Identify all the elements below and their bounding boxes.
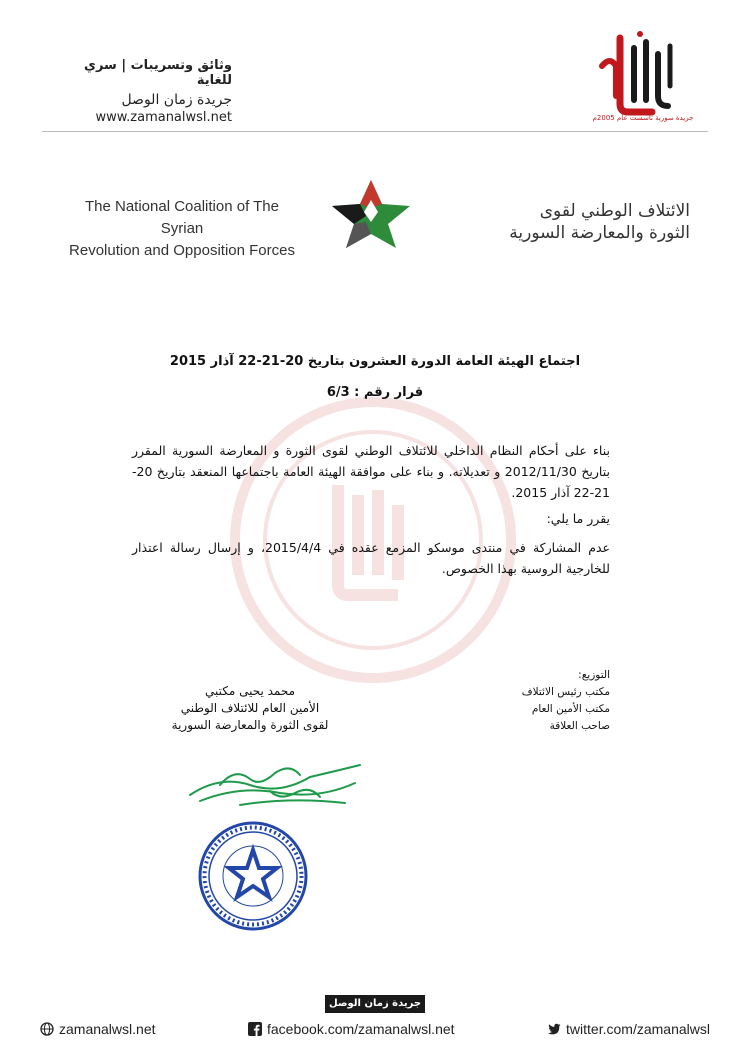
- header-publication-info: [72, 58, 232, 125]
- coalition-name-ar: [440, 200, 690, 244]
- twitter-icon: [547, 1022, 561, 1036]
- decision-number: قرار رقم : 6/3: [326, 385, 424, 400]
- globe-icon: [40, 1022, 54, 1036]
- header-paper-name: جريدة زمان الوصل: [121, 92, 232, 108]
- footer-twitter-text: twitter.com/zamanalwsl: [566, 1021, 710, 1037]
- coalition-name-en-line1: The National Coalition of The Syrian: [84, 198, 279, 237]
- coalition-star-logo: [330, 178, 412, 250]
- footer-website-text: zamanalwsl.net: [59, 1021, 156, 1037]
- distribution-item: مكتب الأمين العام: [531, 703, 610, 715]
- preamble-paragraph: بناء على أحكام النظام الداخلي للائتلاف الوطني لقوى الثورة و المعارضة السورية المقرر بتاريخ 2012/11/30 و تعديلاته. و بناء على موافقة الهيئة العامة باجتماعها المنعقد بتاريخ 20-21-22 آذار 2015.: [132, 443, 610, 500]
- meeting-title: اجتماع الهيئة العامة الدورة العشرون بتاريخ 20-21-22 آذار 2015: [169, 354, 581, 369]
- header-tagline: وثائق وتسريبات | سري للغاية: [84, 58, 232, 88]
- footer-links: [40, 1019, 710, 1039]
- coalition-name-en: [62, 196, 302, 262]
- distribution-item: صاحب العلاقة: [549, 720, 610, 732]
- distribution-list: [460, 667, 610, 735]
- distribution-item: مكتب رئيس الائتلاف: [521, 686, 610, 698]
- decision-paragraph: عدم المشاركة في منتدى موسكو المزمع عقده في 2015/4/4، و إرسال رسالة اعتذار للخارجية الروسية بهذا الخصوص.: [132, 540, 610, 576]
- handwritten-signature: [180, 755, 370, 810]
- facebook-icon: [248, 1022, 262, 1036]
- coalition-name-ar-line1: الائتلاف الوطني لقوى: [539, 201, 690, 221]
- footer-facebook-link[interactable]: [248, 1021, 455, 1037]
- coalition-name-en-line2: Revolution and Opposition Forces: [69, 242, 295, 259]
- header-divider: [42, 131, 708, 132]
- distribution-title: التوزيع:: [578, 669, 610, 681]
- signatory-org: لقوى الثورة والمعارضة السورية: [171, 718, 329, 732]
- signatory-name: محمد يحيى مكتبي: [204, 684, 296, 698]
- footer-badge: جريدة زمان الوصل: [325, 995, 425, 1013]
- header-website[interactable]: www.zamanalwsl.net: [95, 110, 232, 125]
- coalition-name-ar-line2: الثورة والمعارضة السورية: [509, 223, 690, 243]
- footer-website-link[interactable]: [40, 1021, 156, 1037]
- official-seal: [197, 820, 309, 932]
- zaman-alwasl-logo: [590, 26, 690, 126]
- resolves-heading: يقرر ما يلي:: [546, 511, 610, 526]
- footer-twitter-link[interactable]: [547, 1021, 710, 1037]
- signatory-block: [140, 683, 360, 734]
- footer-facebook-text: facebook.com/zamanalwsl.net: [267, 1021, 455, 1037]
- logo-caption: جريدة سورية تأسست عام 2005م: [592, 114, 694, 122]
- signatory-title: الأمين العام للائتلاف الوطني: [180, 701, 320, 715]
